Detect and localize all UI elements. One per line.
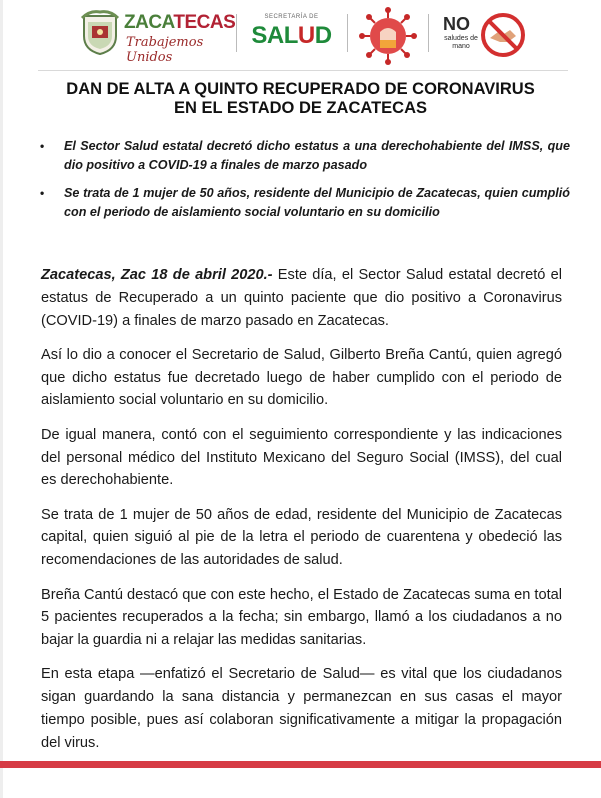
bullet-text: Se trata de 1 mujer de 50 años, residente del Municipio de Zacatecas, quien cumplió con el periodo de aislamiento social voluntario en su domicilio	[64, 186, 570, 219]
zacatecas-tagline: Trabajemos Unidos	[126, 35, 204, 65]
logo-separator	[236, 14, 237, 52]
zacatecas-wordmark: ZACATECAS	[124, 12, 236, 33]
no-handshake-caption: saludes de mano	[444, 35, 478, 50]
bullet-icon: •	[40, 139, 45, 153]
page-title: DAN DE ALTA A QUINTO RECUPERADO DE CORONAVIRUS EN EL ESTADO DE ZACATECAS	[66, 80, 535, 117]
paragraph: De igual manera, contó con el seguimiento correspondiente y las indicaciones del personal médico del Instituto Mexicano del Seguro Social (IMSS), del cual es derechohabiente.	[41, 426, 562, 489]
bullet-text: El Sector Salud estatal decretó dicho estatus a una derechohabiente del IMSS, que dio positivo a COVID-19 a finales de marzo pasado	[64, 139, 570, 172]
paragraph: Se trata de 1 mujer de 50 años de edad, residente del Municipio de Zacatecas capital, quien siguió al pie de la letra el periodo de cuarentena y obedeció las recomendaciones de las autoridades de salud.	[41, 506, 562, 569]
footer-accent-bar	[0, 761, 601, 768]
dateline: Zacatecas, Zac 18 de abril 2020.-	[41, 267, 273, 283]
paragraph: En esta etapa —enfatizó el Secretario de Salud— es vital que los ciudadanos sigan guardando la sana distancia y permanezcan en sus casas el mayor tiempo posible, pues así colaboran significativamente a mitigar la propagación del virus.	[41, 666, 562, 751]
salud-logo	[244, 14, 339, 54]
state-shield-icon	[80, 10, 120, 56]
paragraph: Así lo dio a conocer el Secretario de Salud, Gilberto Breña Cantú, quien agregó que dicho estatus fue decretado luego de haber cumplido con el periodo de aislamiento social voluntario en su domicilio.	[41, 346, 562, 409]
logo-separator	[347, 14, 348, 52]
page-edge	[0, 0, 3, 798]
no-handshake-icon	[480, 12, 526, 58]
summary-bullet	[40, 137, 570, 175]
summary-bullet	[40, 184, 570, 222]
bullet-icon: •	[40, 186, 45, 200]
article-body	[41, 264, 562, 766]
no-handshake-logo	[438, 12, 528, 56]
header-logos	[0, 0, 601, 68]
paragraph: Zacatecas, Zac 18 de abril 2020.- Este día, el Sector Salud estatal decretó el estatus de Recuperado a un quinto paciente que dio positivo a Coronavirus (COVID-19) a finales de marzo pasado en Zacatecas.	[41, 267, 562, 329]
logo-separator	[428, 14, 429, 52]
salud-subtitle: SECRETARÍA DE	[264, 14, 319, 20]
summary-bullets	[40, 137, 570, 231]
header-divider	[38, 70, 568, 71]
coronavirus-icon	[358, 6, 418, 66]
paragraph: Breña Cantú destacó que con este hecho, el Estado de Zacatecas suma en total 5 pacientes recuperados a la fecha; sin embargo, llamó a los ciudadanos a no bajar la guardia ni a relajar las medidas sanitarias.	[41, 586, 562, 649]
no-label: NO	[443, 14, 470, 34]
zacatecas-logo	[80, 10, 236, 65]
salud-wordmark: SALUD	[251, 22, 332, 49]
